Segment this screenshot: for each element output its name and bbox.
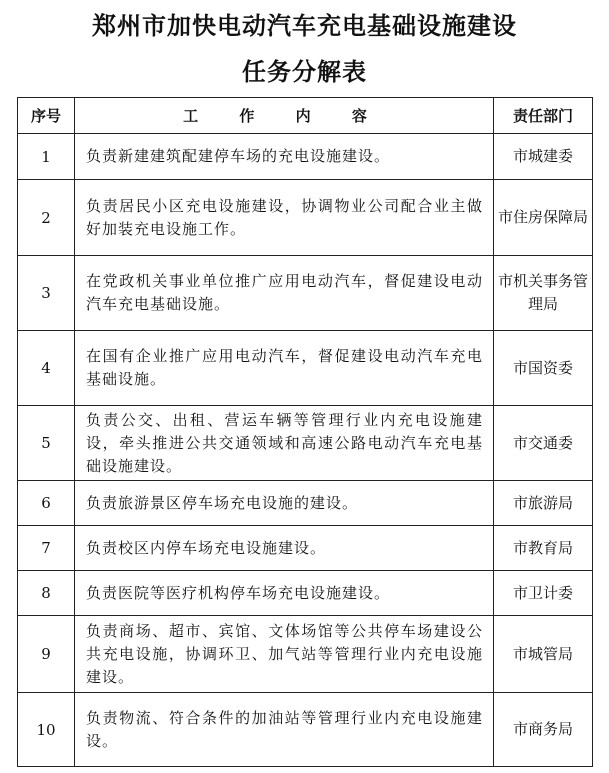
row-num: 2 [18, 180, 75, 256]
row-dept: 市商务局 [494, 693, 593, 767]
row-num: 8 [18, 571, 75, 616]
row-num: 9 [18, 616, 75, 693]
header-content: 工 作 内 容 [75, 98, 494, 134]
header-dept: 责任部门 [494, 98, 593, 134]
table-row [18, 481, 593, 526]
table-row [18, 180, 593, 256]
table-row [18, 331, 593, 406]
row-dept: 市交通委 [494, 406, 593, 481]
row-content: 负责居民小区充电设施建设，协调物业公司配合业主做好加装充电设施工作。 [75, 180, 494, 256]
row-content: 负责商场、超市、宾馆、文体场馆等公共停车场建设公共充电设施，协调环卫、加气站等管理行业内充电设施建设。 [75, 616, 494, 693]
table-row [18, 616, 593, 693]
row-dept: 市卫计委 [494, 571, 593, 616]
row-content: 在国有企业推广应用电动汽车，督促建设电动汽车充电基础设施。 [75, 331, 494, 406]
table-header-row [18, 98, 593, 134]
row-content: 负责校区内停车场充电设施建设。 [75, 526, 494, 571]
document-title-line1: 郑州市加快电动汽车充电基础设施建设 [92, 12, 517, 40]
row-dept: 市旅游局 [494, 481, 593, 526]
document-title-line2: 任务分解表 [242, 58, 367, 86]
task-table [17, 97, 593, 767]
row-num: 5 [18, 406, 75, 481]
row-content: 负责公交、出租、营运车辆等管理行业内充电设施建设，牵头推进公共交通领域和高速公路电动汽车充电基础设施建设。 [75, 406, 494, 481]
table-row [18, 693, 593, 767]
table-row [18, 134, 593, 180]
row-num: 1 [18, 134, 75, 180]
row-num: 6 [18, 481, 75, 526]
row-dept: 市机关事务管理局 [494, 256, 593, 331]
row-dept: 市城管局 [494, 616, 593, 693]
table-row [18, 406, 593, 481]
row-dept: 市住房保障局 [494, 180, 593, 256]
row-content: 负责医院等医疗机构停车场充电设施建设。 [75, 571, 494, 616]
table-row [18, 526, 593, 571]
row-num: 3 [18, 256, 75, 331]
table-row [18, 256, 593, 331]
row-content: 在党政机关事业单位推广应用电动汽车，督促建设电动汽车充电基础设施。 [75, 256, 494, 331]
row-content: 负责新建建筑配建停车场的充电设施建设。 [75, 134, 494, 180]
row-content: 负责物流、符合条件的加油站等管理行业内充电设施建设。 [75, 693, 494, 767]
table-row [18, 571, 593, 616]
row-num: 10 [18, 693, 75, 767]
header-num: 序号 [18, 98, 75, 134]
row-content: 负责旅游景区停车场充电设施的建设。 [75, 481, 494, 526]
row-dept: 市城建委 [494, 134, 593, 180]
row-num: 7 [18, 526, 75, 571]
row-num: 4 [18, 331, 75, 406]
row-dept: 市教育局 [494, 526, 593, 571]
row-dept: 市国资委 [494, 331, 593, 406]
